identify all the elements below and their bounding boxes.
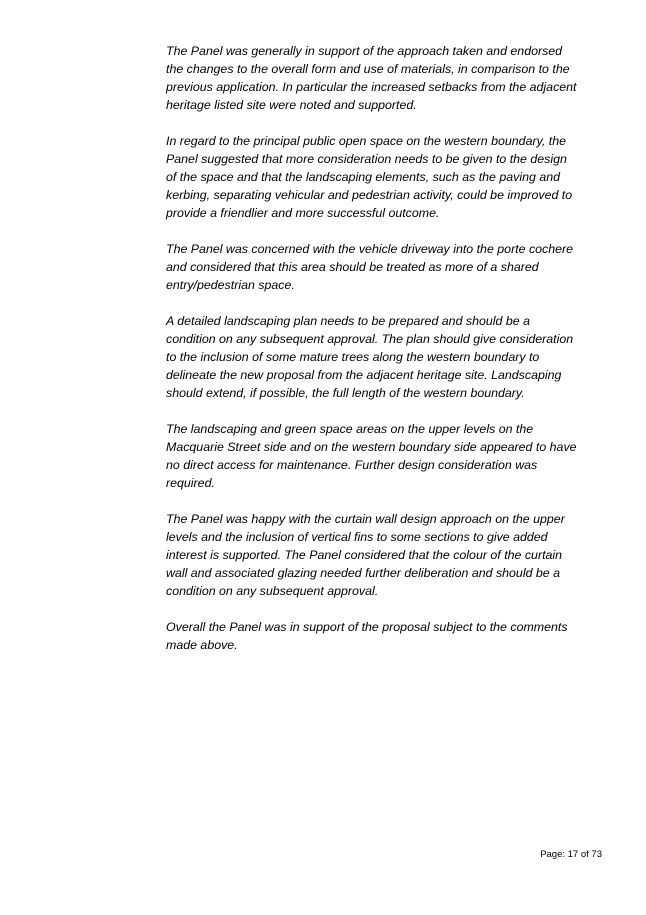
document-body xyxy=(166,42,606,672)
paragraph-landscaping-plan: A detailed landscaping plan needs to be prepared and should be a condition on any subsequent approval. The plan should give consideration to the inclusion of some mature trees along the western boundary to delineate the new proposal from the adjacent heritage site. Landscaping should extend, if possible, the full length of the western boundary. xyxy=(166,314,574,400)
paragraph-approach-support: The Panel was generally in support of the approach taken and endorsed the changes to the overall form and use of materials, in comparison to the previous application. In particular the increased setbacks from the adjacent heritage listed site were noted and supported. xyxy=(166,44,577,112)
paragraph-green-space-access: The landscaping and green space areas on the upper levels on the Macquarie Street side and on the western boundary side appeared to have no direct access for maintenance. Further design consideration was required. xyxy=(166,422,577,490)
paragraph-overall-support: Overall the Panel was in support of the proposal subject to the comments made above. xyxy=(166,620,568,652)
page-number-footer: Page: 17 of 73 xyxy=(540,849,602,860)
paragraph-public-open-space: In regard to the principal public open space on the western boundary, the Panel suggested that more consideration needs to be given to the design of the space and that the landscaping elements, such as the paving and kerbing, separating vehicular and pedestrian activity, could be improved to provide a friendlier and more successful outcome. xyxy=(166,134,573,220)
paragraph-curtain-wall: The Panel was happy with the curtain wall design approach on the upper levels and the inclusion of vertical fins to some sections to give added interest is supported. The Panel considered that the colour of the curtain wall and associated glazing needed further deliberation and should be a condition on any subsequent approval. xyxy=(166,512,565,598)
paragraph-vehicle-driveway: The Panel was concerned with the vehicle driveway into the porte cochere and considered that this area should be treated as more of a shared entry/pedestrian space. xyxy=(166,242,574,292)
